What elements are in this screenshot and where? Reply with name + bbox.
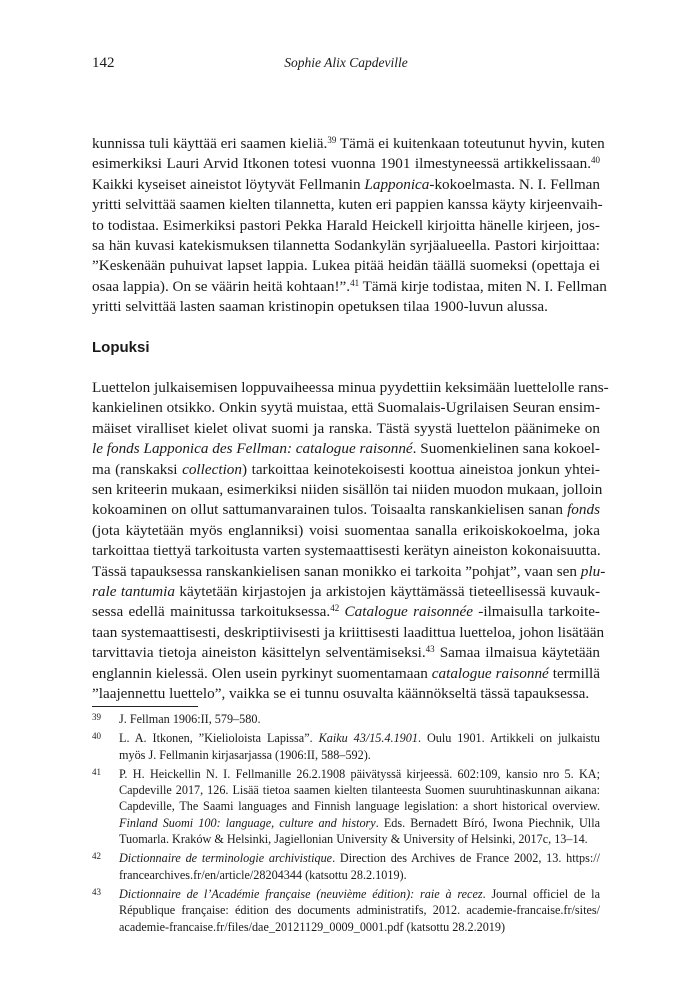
italic-text: catalogue raisonné (431, 664, 549, 682)
text-run: Kaikki kyseiset aineistot löytyvät Fellmanin (92, 175, 365, 193)
italic-text: le fonds Lapponica des Fellman: catalogue raisonné (92, 440, 413, 458)
text-run: . Suomenkielinen sana kokoel- (412, 440, 600, 458)
text-run: . Oulu 1901. Artikkeli on julkaistu (417, 731, 600, 746)
text-run: Tuomarla. Kraków & Helsinki, Jagiellonian University & University of Helsinki, 2017c, 13–14. (119, 832, 588, 847)
text-run: P. H. Heickellin N. I. Fellmanille 26.2.1908 päivätyssä kirjeessä. 602:109, kansio nro 5. KA; (119, 766, 600, 781)
text-run: taan systemaattisesti, deskriptiivisesti ja kriittisesti laadittua luetteloa, johon lisätään (92, 623, 605, 641)
italic-text: Finland Suomi 100: language, culture and history (119, 815, 376, 830)
text-run: ma (ranskaksi (92, 460, 183, 478)
text-run: kokoaminen on ollut sattumanvarainen tulos. Toisaalta ranskankielisen sanan (92, 501, 568, 519)
text-line (92, 378, 609, 398)
italic-text: fonds (567, 501, 600, 519)
footnote-number: 41 (92, 766, 101, 777)
text-line (119, 831, 600, 847)
text-run: Capdeville, The Saami languages and Finnish language legislation: a short historical overview. (119, 799, 600, 814)
text-line (119, 711, 600, 727)
text-line (119, 902, 600, 918)
italic-text: Dictionnaire de terminologie archivistique (119, 851, 333, 866)
text-run: termillä (548, 664, 601, 682)
text-run: Tämä kirje todistaa, miten N. I. Fellman (359, 277, 607, 295)
footnote-ref: 39 (327, 135, 337, 145)
footnote-rule (92, 706, 198, 707)
text-run: esimerkiksi Lauri Arvid Itkonen totesi vuonna 1901 ilmestyneessä artikkelissaan. (92, 155, 591, 173)
text-run: -kokoelmasta. N. I. Fellman (429, 175, 600, 193)
footnote-number: 40 (92, 731, 101, 742)
footnote-number: 39 (92, 712, 101, 722)
text-line (92, 664, 600, 684)
text-line (92, 602, 600, 622)
text-run: ”laajennettu luettelo”, vaikka se ei tunnu osuvalta käännökseltä tässä tapauksessa. (92, 685, 590, 703)
text-run: myös J. Fellmanin kirjasarjassa (1906:II, 588–592). (119, 747, 371, 762)
italic-text: Lapponica (364, 175, 430, 193)
text-run: englannin kielessä. Olen usein pyrkinyt suomentamaan (92, 664, 432, 682)
text-line (119, 730, 600, 746)
text-run: sen kriteerin mukaan, esimerkiksi niiden sisällön tai niiden muodon mukaan, jolloin (92, 481, 603, 499)
text-line (92, 277, 607, 297)
text-run: J. Fellman 1906:II, 579–580. (119, 712, 261, 726)
text-run: . Eds. Bernadett Bíró, Iwona Piechnik, Ulla (375, 815, 600, 830)
text-run: tarvittavia tietoja aineiston käsittelyn selventämiseksi. (92, 644, 426, 662)
text-line (92, 154, 600, 174)
text-line (119, 815, 600, 831)
text-run: sessa edellä mainitussa tarkoituksessa. (92, 603, 331, 621)
text-run: francearchives.fr/en/article/28204344 (katsottu 28.2.1019). (119, 867, 407, 882)
text-line (92, 643, 600, 663)
text-line (92, 398, 600, 418)
text-run: L. A. Itkonen, ”Kielioloista Lapissa”. (119, 731, 319, 746)
body-paragraph-2 (92, 378, 609, 705)
footnote-40 (92, 730, 600, 763)
footnote-39 (92, 711, 600, 727)
text-line (92, 582, 600, 602)
text-run: academie-francaise.fr/files/dae_20121129_0009_0001.pdf (katsottu 28.2.2019) (119, 919, 506, 934)
text-run: ) tarkoittaa keinotekoisesti koottua aineistoa jonkun yhtei- (241, 460, 600, 478)
footnote-ref: 42 (330, 603, 340, 614)
text-line (92, 256, 600, 276)
text-line (92, 195, 603, 215)
text-line (119, 798, 600, 814)
footnote-42 (92, 850, 600, 883)
text-line (92, 480, 603, 500)
text-line (92, 439, 600, 459)
text-run: mäiset viralliset kielet olivat suomi ja ranska. Tästä syystä luettelon päänimeke on (92, 419, 600, 437)
body-paragraph-1 (92, 134, 607, 318)
footnote-41 (92, 766, 600, 847)
italic-text: collection (182, 460, 242, 478)
italic-text: plu- (580, 562, 606, 580)
text-run: kunnissa tuli käyttää eri saamen kieliä. (92, 135, 328, 152)
text-run: Tässä tapauksessa ranskankielisen sanan monikko ei tarkoita ”pohjat”, vaan sen (92, 562, 581, 580)
text-run: yritti selvittää saamen kielten tilannetta, kuten eri pappien kanssa käyty kirjeenvaih- (92, 196, 603, 214)
text-run: ”Keskenään puhuivat lapset lappia. Lukea pitää heidän täällä suomeksi (opettaja ei (92, 257, 600, 275)
section-heading: Lopuksi (92, 339, 150, 356)
footnote-ref: 40 (591, 155, 600, 166)
footnote-number: 42 (92, 851, 101, 862)
text-line (92, 500, 600, 520)
text-run: Luettelon julkaisemisen loppuvaiheessa minua pyydettiin keksimään luettelolle rans- (92, 379, 609, 396)
text-line (92, 521, 600, 541)
text-run: République française: édition des documents administratifs, 2012. academie-francaise.fr/sites/ (119, 903, 600, 918)
page-header (92, 55, 600, 75)
footnote-number: 43 (92, 886, 101, 897)
text-line (119, 747, 600, 763)
footnote-43 (92, 886, 600, 935)
text-run: tarkoittaa tiettyä tarkoitusta varten systemaattisesti kerätyn aineiston kokonaisuutta. (92, 542, 601, 560)
italic-text: Kaiku 43/15.4.1901 (318, 731, 418, 746)
italic-text: Catalogue raisonnée (344, 603, 473, 621)
text-line (119, 782, 600, 798)
text-run: -ilmaisulla tarkoite- (472, 603, 600, 621)
text-line (92, 175, 600, 195)
italic-text: Dictionnaire de l’Académie française (neuvième édition): raie à recez (119, 886, 483, 901)
text-line (119, 867, 600, 883)
text-line (92, 236, 600, 256)
text-run: yritti selvittää lasten saaman kristinopin opetuksen tilaa 1900-luvun alussa. (92, 298, 548, 316)
text-run: käytetään kirjastojen ja arkistojen käyttämässä tieteellisessä kuvauk- (174, 583, 600, 601)
italic-text: rale tantumia (92, 583, 175, 601)
text-line (92, 460, 600, 480)
text-line (92, 216, 600, 236)
text-line (92, 419, 600, 439)
running-head: Sophie Alix Capdeville (284, 55, 408, 70)
text-line (92, 134, 605, 154)
text-line (92, 297, 600, 317)
page-number: 142 (92, 55, 115, 71)
text-run: Capdeville 2017, 126. Lisää tietoa saamen kielten tilanteesta Suomen suuruhtinaskunnan aikana: (119, 783, 600, 798)
text-line (92, 562, 606, 582)
text-line (119, 919, 600, 935)
text-line (119, 766, 600, 782)
footnote-ref: 43 (425, 644, 435, 655)
text-run: Tämä ei kuitenkaan toteutunut hyvin, kuten (336, 135, 605, 152)
text-run: kankielinen otsikko. Onkin syytä muistaa, että Suomalais-Ugrilaisen Seuran ensim- (92, 399, 600, 417)
footnotes (92, 711, 600, 938)
text-line (119, 850, 600, 866)
text-run: sa hän kuvasi katekismuksen tilannetta Sodankylän syrjäalueella. Pastori kirjoittaa: (92, 237, 600, 255)
text-line (92, 541, 600, 561)
text-line (119, 886, 600, 902)
text-run: . Direction des Archives de France 2002, 13. https:// (332, 851, 601, 866)
text-run: Samaa ilmaisua käytetään (434, 644, 600, 662)
text-line (92, 684, 600, 704)
text-run: to todistaa. Esimerkiksi pastori Pekka Harald Heickell kirjoitta hänelle kirjeen, jos- (92, 216, 600, 234)
text-run: . Journal officiel de la (482, 886, 600, 901)
text-run: (jota käytetään myös englanniksi) voisi suomentaa sanalla erikoiskokoelma, joka (92, 521, 600, 539)
text-run: osaa lappia). On se väärin heitä kohtaan!”. (92, 277, 351, 295)
footnote-ref: 41 (350, 277, 360, 288)
text-line (92, 623, 605, 643)
